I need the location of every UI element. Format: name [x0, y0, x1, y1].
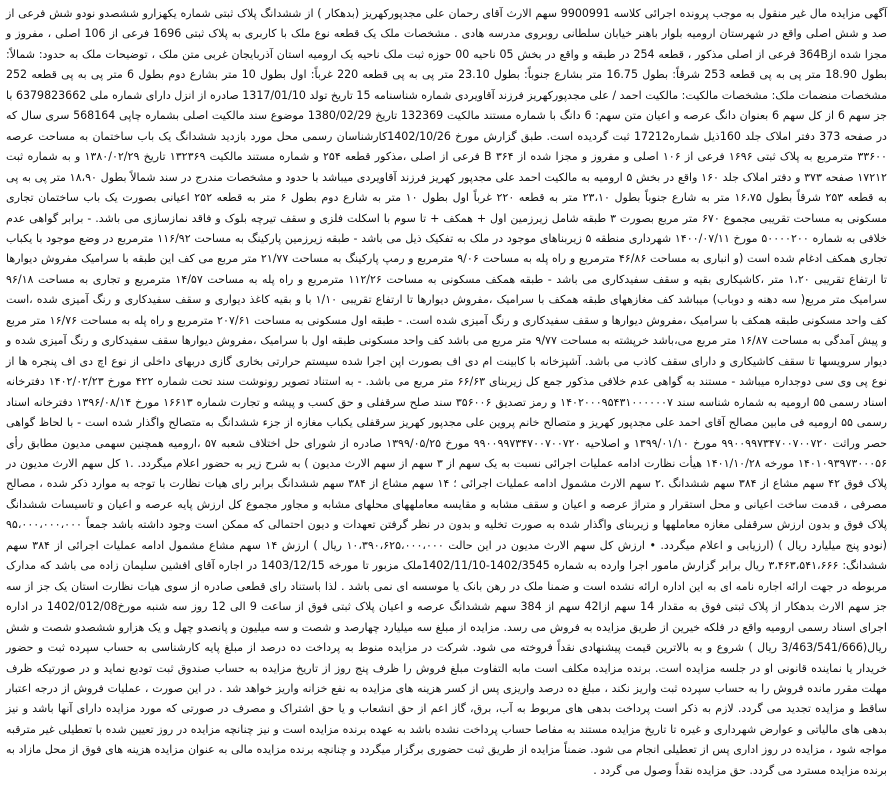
notice-body-text: آگهی مزایده مال غیر منقول به موجب پرونده اجرائی کلاسه 9900991 سهم الارث آقای رحمان علی مجدپورکهریز (بدهکار ) از ششدانگ پلاک ثبتی شماره یکهزارو ششصدو نودو شش فرعی از صد و شش اصلی واقع در شهرستان ارومیه بلوار باهنر خیابان سلطانی روبروی مدرسه هادی . مشخصات ملک یک قطعه نوع ملک با کاربری به پلاک ثبتی 1696 فرعی از 106 اصلی ، مفروز و مجزا شده از364B فرعی از اصلی مذکور ، قطعه 254 در طبقه و واقع در بخش 05 ناحیه 00 حوزه ثبت ملک ناحیه یک ارومیه استان آذربایجان غربی متن ملک ، توضیحات ملک به حدود: شمالاً: بطول 18.90 متر پی به پی قطعه 253 شرقاً: بطول 16.75 متر بشارع جنوباً: بطول 23.10 متر پی به پی قطعه 220 غرباً: اول بطول 10 متر بشارع دوم بطول 6 متر پی به پی قطعه 252 مشخصات منضمات ملک: مشخصات مالکیت: مالکیت احمد / علی مجدپورکهریز فرزند آقاویردی شماره شناسنامه 15 تاریخ تولد 1317/01/10 صادره از انزل دارای شماره ملی 6379823662 با جز سهم 6 از کل سهم 6 بعنوان دانگ عرصه و اعیان متن سهم: 6 دانگ با شماره مستند مالکیت 132369 تاریخ 1380/02/29 موضوع سند مالکیت اصلی بشماره چاپی 568164 سری سال که در صفحه 373 دفتر املاک جلد 160ذیل شماره17212 ثبت گردیده است. طبق گزارش مورخ 1402/10/26کارشناسان رسمی محل مورد بازدید ششدانگ یک باب ساختمان به مساحت عرصه ۳۳۶۰۰ مترمربع به پلاک ثبتی ۱۶۹۶ فرعی از ۱۰۶ اصلی و مفروز و مجزا شده از ۳۶۴ B فرعی از اصلی ،مذکور قطعه ۲۵۴ و شماره مستند مالکیت ۱۳۲۳۶۹ تاریخ ۱۳۸۰/۰۲/۲۹ و به شماره ثبت ۱۷۲۱۲ صفحه ۳۷۳ و دفتر املاک جلد ۱۶۰ واقع در بخش ۵ ارومیه به مالکیت احمد علی مجدپور کهریز فرزند آقاویردی میباشد با حدود و مشخصات مندرج در سند شمالاً بطول ۱۸،۹۰ متر پی به پی به قطعه ۲۵۳ شرقاً بطول ۱۶،۷۵ متر به شارع جنوباً بطول ۲۳،۱۰ متر به قطعه ۲۲۰ غرباً اول بطول ۱۰ متر به شارع دوم بطول ۶ متر به قطعه ۲۵۲ اعیانی بصورت یک باب ساختمان تجاری مسکونی به مساحت تقریبی مجموع ۶۷۰ متر مربع بصورت ۳ طبقه شامل زیرزمین اول + همکف + تا سوم با اسکلت فلزی و سقف تیرچه بلوک و فاقد نمازسازی می باشد. - برابر گواهی عدم خلافی به شماره ۵۰۰۰۰۲۰۰ مورخ ۱۴۰۰/۰۷/۱۱ شهرداری منطقه ۵ زیربناهای موجود در ملک به تفکیک ذیل می باشد - طبقه زیرزمین پارکینگ به مساحت ۱۱۶/۹۲ مترمربع در وضع موجود با یکباب تجاری همکف ادغام شده است (و انباری به مساحت ۴۶/۸۶ مترمربع و راه پله به مساحت ۹/۰۶ مترمربع و رمپ پارکینگ به مساحت ۲۱/۷۷ متر مربع می کف این طبقه با سرامیک مفروش دیوارها تا ارتفاع تقریبی ۱،۲۰ متر ،کاشیکاری بقیه و سقف سفیدکاری می باشد - طبقه همکف مسکونی به مساحت ۱۱۲/۲۶ مترمربع و راه پله به مساحت ۱۴/۵۷ مترمربع و تجاری به مساحت ۹۶/۱۸ سرامیک متر مربع( سه دهنه و دوباب) میباشد کف مغازههای طبقه همکف با سرامیک ،مفروش دیوارها تا ارتفاع تقریبی ۱/۱۰ با و بقیه کاغذ دیواری و سقف سفیدکاری و رنگ آمیزی شده ،است کف واحد مسکونی طبقه همکف با سرامیک ،مفروش دیوارها و سقف سفیدکاری و رنگ آمیزی شده است. - طبقه اول مسکونی به مساحت ۲۰۷/۶۱ مترمربع و راه پله به مساحت ۱۶/۷۶ متر مربع و پیش آمدگی به مساحت ۱۶/۸۷ متر مربع می،باشد خرپشته به مساحت ۹/۷۷ متر مربع می باشد کف واحد مسکونی طبقه اول با سرامیک ،مفروش دیوارها سقف سفیدکاری و رنگ آمیزی شده و دیوار سرویسها تا سقف کاشیکاری و دارای سقف کاذب می باشد. آشپزخانه با کابینت ام دی اف بصورت اپن اجرا شده سیستم حرارتی بخاری گازی دربهای داخلی از نوع اچ دی اف پنجره ها از نوع پی وی سی دوجداره میباشد - مستند به گواهی عدم خلافی مذکور جمع کل زیربنای ۶۶/۶۳ متر مربع می باشد. - به استناد تصویر رونوشت سند تحت شماره ۴۲۲ مورخ ۱۴۰۲/۰۲/۲۳ دفترخانه اسناد رسمی ۵۵ ارومیه به شماره شناسه سند ۱۴۰۲۰۰۰۹۵۴۳۱۰۰۰۰۰۰۷ و رمز تصدیق ۳۵۶۰۰۶ سند صلح سرقفلی و حق کسب و پیشه و تجارت شماره ۱۶۶۱۳ مورخ ۱۳۹۶/۰۸/۱۴ دفترخانه اسناد رسمی ۵۵ ارومیه فی مابین مصالح آقای احمد علی مجدپور کهریز و متصالح خانم پروین علی مجدپور کهریز سرقفلی یکباب مغازه از جزء ششدانگ به متصالح واگذار شده است - با لحاظ گواهی حصر وراثت ۹۹۰۰۹۹۷۳۴۷۰۰۷۰۰۷۲۰ مورخ ۱۳۹۹/۰۱/۱۰ و اصلاحیه ۹۹۰۰۹۹۷۳۴۷۰۰۷۰۰۷۲۰ مورخ ۱۳۹۹/۰۵/۲۵ صادره از شورای حل اختلاف شعبه ۵۷ ،ارومیه همچنین سهمی مدیون مطابق رأی ۱۴۰۱۰۹۳۹۷۳۰۰۰۵۶ مورخه ۱۴۰۱/۱۰/۲۸ هیأت نظارت ادامه عملیات اجرائی نسبت به یک سهم از ۳ سهم از سهم الارث مدیون ) به شرح زیر به حضور اعلام میگردد. .۱ کل سهم الارث مدیون در پلاک فوق ۴۲ سهم مشاع از ۳۸۴ سهم ششدانگ .۲ سهم الارث مشمول ادامه عملیات اجرائی ؛ ۱۴ سهم مشاع از ۳۸۴ سهم ششدانگ برابر رای هیات نظارت با توجه به موارد ذکر شده ، مصالح مصرفی ، قدمت ساخت اعیانی و محل استقرار و متراژ عرصه و اعیان و سقف مشابه و مقایسه معاملههای محلهای مشابه و مجاور مجموع کل ارزش پایه عرصه و اعیان و تاسیسات ششدانگ پلاک فوق و بدون ارزش سرقفلی مغازه معاملهها و زیربنای واگذار شده به صورت تخلیه و بدون در نظر گرفتن تعهدات و دیون احتمالی که ممکن است وجود داشته باشد جمعاً ۹۵،۰۰۰،۰۰۰،۰۰۰ (نودو پنج میلیارد ریال ) (ارزیابی و اعلام میگردد. • ارزش کل سهم الارث مدیون در این حالت ۱۰،۳۹۰،۶۲۵،۰۰۰،۰۰۰ ریال ) ارزش ۱۴ سهم مشاع مشمول ادامه عملیات اجرائی از ۳۸۴ سهم ششدانگ: ۳،۴۶۳،۵۴۱،۶۶۶ ریال برابر گزارش مامور اجرا وارده به شماره 1402/3545-1402/11/10ملک مزبور تا مورخه 1403/12/15 در اجاره آقای افشین سلیمان زاده می باشد که مدارک مربوطه در جهت ارائه اجاره نامه ای به این اداره ارائه نشده است و ضمنا ملک در رهن بانک یا موسسه ای نمی باشد . لذا باستناد رای قطعی صادره از سوی هیات نظارت استان یک جز از سه جز سهم الارث بدهکار از پلاک ثبتی فوق به مقدار 14 سهم ازا42 سهم از 384 سهم ششدانگ عرصه و اعیان پلاک ثبتی فوق از ساعت 9 الی 12 روز سه شنبه مورخ1402/012/08 در اداره اجرای اسناد رسمی ارومیه واقع در فلکه خیرین از طریق مزایده به فروش می رسد. مزایده از مبلغ سه میلیارد چهارصد و شصت و سه میلیون و پانصدو چهل و یک هزارو ششصدو شصت و شش ریال(3/463/541/666 ریال ) شروع و به بالاترین قیمت پیشنهادی نقداً فروخته می شود. شرکت در مزایده منوط به پرداخت ده درصد از مبلغ پایه کارشناسی به حساب سپرده ثبت و حضور خریدار یا نماینده قانونی او در جلسه مزایده است. برنده مزایده مکلف است مابه التفاوت مبلغ فروش را ظرف پنج روز از تاریخ مزایده به حساب صندوق ثبت تودیع نماید و در صورتیکه ظرف مهلت مقرر مانده فروش را به حساب سپرده ثبت واریز نکند ، مبلغ ده درصد واریزی پس از کسر هزینه های مزایده به نفع خزانه واریز خواهد شد . در این صورت ، عملیات فروش از درجه اعتبار ساقط و مزایده تجدید می گردد. لازم به ذکر است پرداخت بدهی های مربوط به آب، برق، گاز اعم از حق انشعاب و یا حق اشتراک و مصرف در صورتی که مورد مزایده دارای آنها باشد و نیز بدهی های مالیاتی و عوارض شهرداری و غیره تا تاریخ مزایده مستند به مفاصا حساب پرداخت نشده باشد به عهده برنده مزایده است و نیز چنانچه مزایده در روز تعیین شده با تعطیلی غیر مترقبه مواجه شود ، مزایده در روز اداری پس از تعطیلی انجام می شود. ضمناً مزایده از طریق ثبت حضوری برگزار میگردد و چنانچه برنده مزایده مالی به عنوان مزایده هزینه های فوق از محل مازاد به برنده مزایده مسترد می گردد. حق مزایده نقداً وصول می گردد . — [6, 7, 888, 777]
